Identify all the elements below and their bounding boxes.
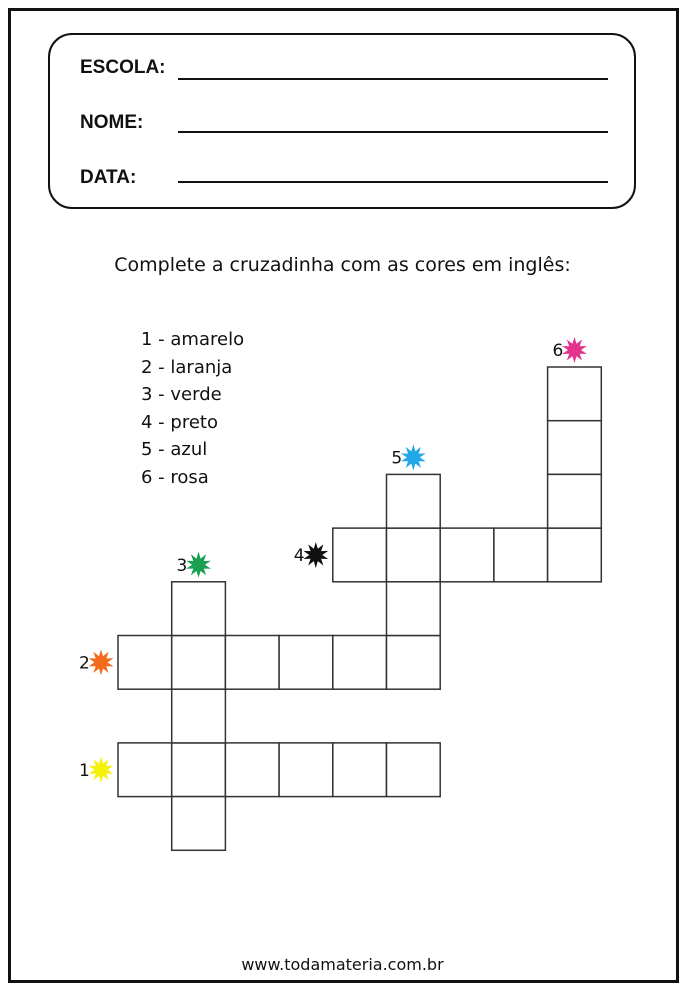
data-label: DATA: <box>80 167 137 188</box>
clue-2-number: 2 <box>79 653 90 674</box>
crossword-cell[interactable] <box>225 743 279 797</box>
clue-4-number: 4 <box>293 545 305 566</box>
crossword-cell[interactable] <box>172 797 226 851</box>
clue-3-number: 3 <box>176 555 188 576</box>
crossword-cell[interactable] <box>548 528 602 582</box>
crossword-cell[interactable] <box>548 367 602 421</box>
clue-5-number: 5 <box>391 448 403 469</box>
crossword-cell[interactable] <box>172 743 226 797</box>
escola-label: ESCOLA: <box>80 57 166 78</box>
crossword-cells <box>118 367 601 850</box>
crossword-cell[interactable] <box>172 582 226 636</box>
clue-5-star-icon <box>401 444 426 470</box>
clue-2: 2 - laranja <box>141 356 233 378</box>
clue-6: 6 - rosa <box>141 466 209 488</box>
clue-3: 3 - verde <box>141 384 222 405</box>
crossword-cell[interactable] <box>387 474 441 528</box>
crossword-cell[interactable] <box>387 636 441 690</box>
nome-label: NOME: <box>80 112 144 133</box>
crossword-cell[interactable] <box>333 636 387 690</box>
crossword-cell[interactable] <box>387 582 441 636</box>
crossword-cell[interactable] <box>548 421 602 475</box>
crossword-cell[interactable] <box>279 636 333 690</box>
clue-3-star-icon <box>186 552 211 578</box>
crossword-cell[interactable] <box>440 528 494 582</box>
crossword-cell[interactable] <box>279 743 333 797</box>
clue-6-star-icon <box>562 337 587 363</box>
instruction-text: Complete a cruzadinha com as cores em inglês: <box>114 254 571 276</box>
crossword-cell[interactable] <box>548 474 602 528</box>
crossword-cell[interactable] <box>387 528 441 582</box>
clue-1: 1 - amarelo <box>141 329 245 350</box>
clue-1-number: 1 <box>79 760 90 781</box>
clue-6-number: 6 <box>552 341 564 361</box>
crossword-cell[interactable] <box>494 528 548 582</box>
crossword-cell[interactable] <box>118 636 172 690</box>
crossword-cell[interactable] <box>172 689 226 743</box>
crossword-cell[interactable] <box>118 743 172 797</box>
crossword-cell[interactable] <box>172 636 226 690</box>
clue-4-star-icon <box>303 542 328 568</box>
clue-2-star-icon <box>89 649 114 675</box>
clue-4: 4 - preto <box>141 411 218 433</box>
crossword-cell[interactable] <box>333 528 387 582</box>
clue-1-star-icon <box>89 757 114 783</box>
crossword-cell[interactable] <box>387 743 441 797</box>
clue-5: 5 - azul <box>141 439 208 460</box>
footer-url: www.todamateria.com.br <box>241 955 444 974</box>
crossword-cell[interactable] <box>333 743 387 797</box>
crossword-cell[interactable] <box>225 636 279 690</box>
